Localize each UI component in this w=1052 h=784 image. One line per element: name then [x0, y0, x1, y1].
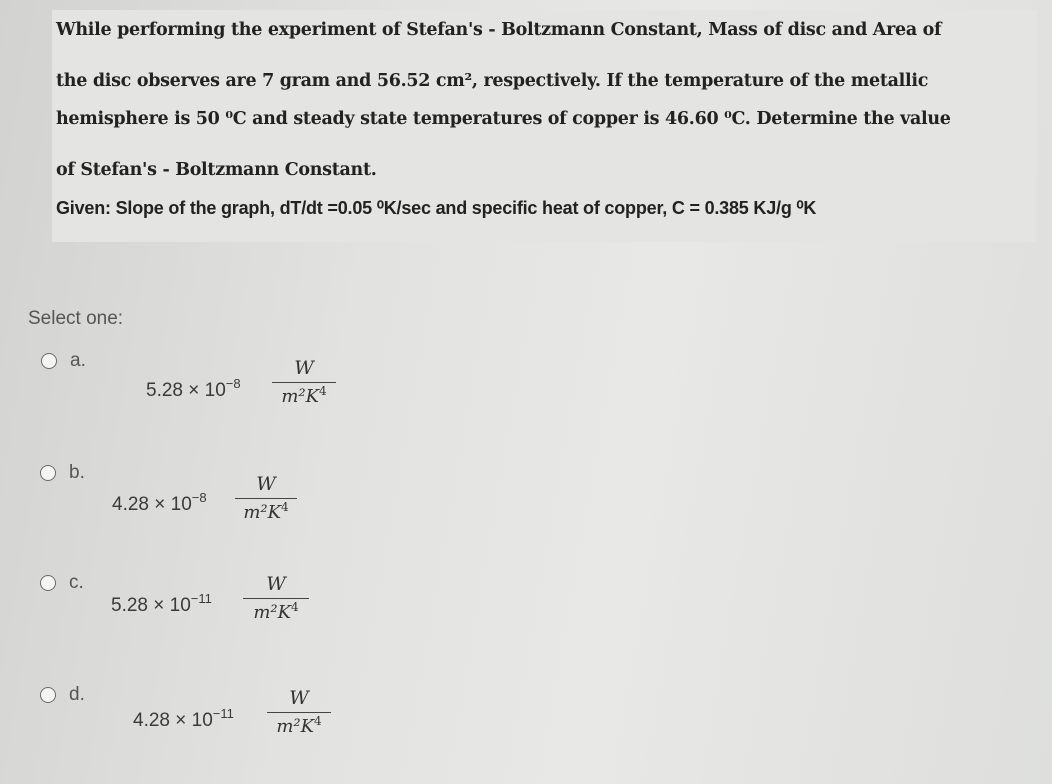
option-letter-b: b.: [69, 462, 85, 483]
option-a-numerator: W: [294, 357, 314, 379]
option-a-coefficient: $5.28 \times 10^{-8}$: [146, 376, 241, 401]
option-d-numerator: W: [289, 687, 309, 709]
radio-button-d[interactable]: [40, 687, 56, 703]
option-d-exponent: −11: [212, 706, 234, 721]
option-a-unit-fraction: [272, 357, 336, 407]
option-letter-a: a.: [70, 350, 86, 371]
option-b-coefficient: $4.28 \times 10^{-8}$: [112, 490, 207, 515]
question-line-2: the disc observes are 7 gram and 56.52 cm², respectively. If the temperature of the metallic: [56, 71, 929, 91]
option-d-unit-fraction: [267, 687, 331, 737]
radio-button-b[interactable]: [40, 465, 56, 481]
option-b-denominator: $m^2K^4$: [243, 500, 289, 523]
option-b-unit-fraction: [235, 473, 297, 523]
question-line-4: of Stefan's - Boltzmann Constant.: [56, 160, 377, 180]
option-b-exponent: −8: [191, 490, 207, 505]
option-c-coefficient: $5.28 \times 10^{-11}$: [111, 591, 212, 616]
question-text-block: [52, 10, 1037, 242]
question-line-1: While performing the experiment of Stefan's - Boltzmann Constant, Mass of disc and Area of: [56, 20, 942, 40]
option-c-denominator: $m^2K^4$: [253, 600, 299, 623]
option-letter-c: c.: [69, 572, 84, 593]
option-a-denominator: $m^2K^4$: [281, 384, 327, 407]
option-c-exponent: −11: [190, 591, 212, 606]
select-one-label: Select one:: [28, 308, 124, 329]
radio-button-a[interactable]: [41, 353, 57, 369]
radio-button-c[interactable]: [40, 575, 56, 591]
option-a-exponent: −8: [225, 376, 241, 391]
option-c-numerator: W: [266, 573, 286, 595]
option-letter-d: d.: [69, 684, 85, 705]
question-line-3: hemisphere is 50 ⁰C and steady state temperatures of copper is 46.60 ⁰C. Determine the value: [56, 109, 951, 129]
option-c-unit-fraction: [243, 573, 309, 623]
option-d-denominator: $m^2K^4$: [276, 714, 322, 737]
option-d-coefficient: $4.28 \times 10^{-11}$: [133, 706, 234, 731]
option-b-numerator: W: [256, 473, 276, 495]
question-given-line: Given: Slope of the graph, dT/dt =0.05 ⁰K/sec and specific heat of copper, C = 0.385 KJ/g ⁰K: [56, 198, 817, 218]
